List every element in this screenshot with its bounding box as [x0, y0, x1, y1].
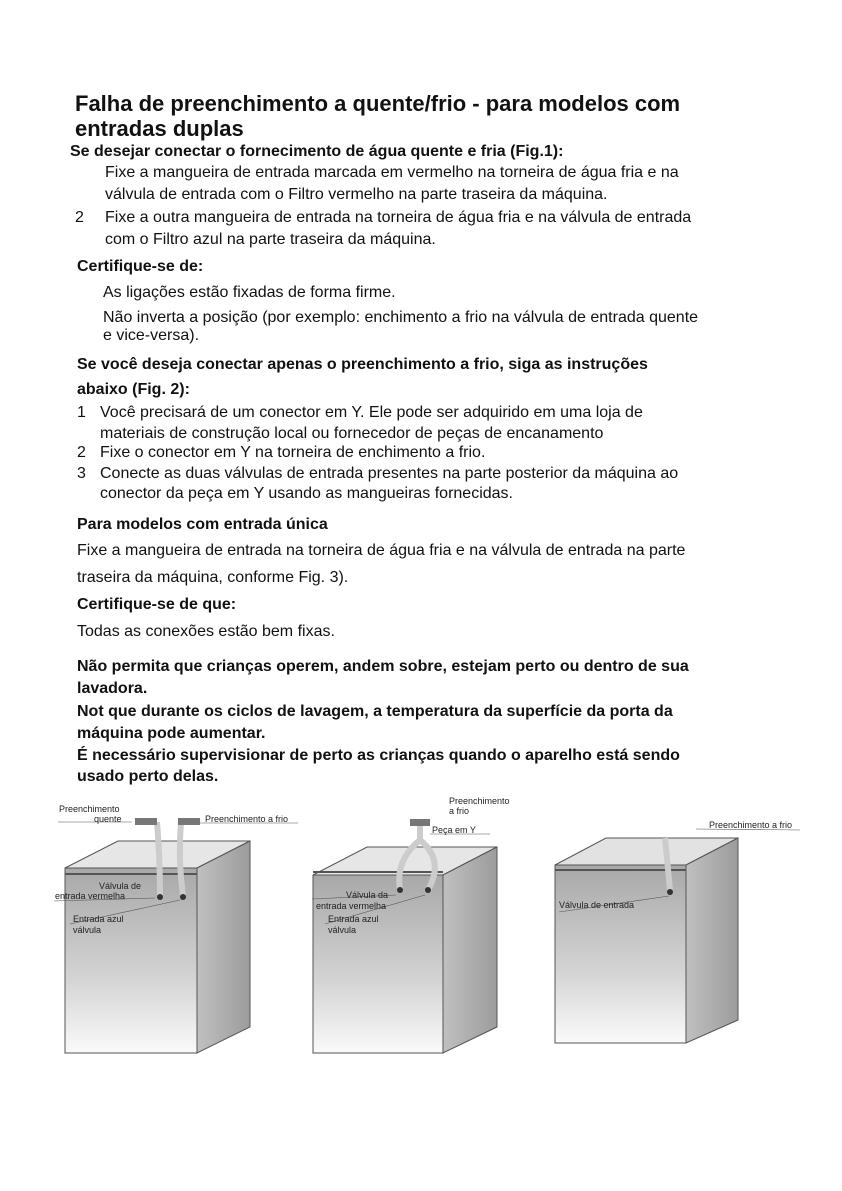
figure-1-label: Entrada azul [73, 914, 124, 924]
paragraph-line: Fixe a mangueira de entrada marcada em vermelho na torneira de água fria e na [105, 164, 679, 181]
figure-1-machine [54, 818, 298, 1053]
list-item: materiais de construção local ou fornecedor de peças de encanamento [100, 425, 604, 442]
figure-1-label: quente [94, 814, 122, 824]
warning-line: usado perto delas. [77, 768, 219, 785]
figure-1-label: válvula [73, 925, 102, 935]
paragraph-line: Todas as conexões estão bem fixas. [77, 623, 335, 640]
paragraph-line: e vice-versa). [103, 327, 200, 344]
figure-3-label: Preenchimento a frio [709, 820, 793, 830]
figure-2-label: Peça em Y [432, 825, 476, 835]
warning-line: É necessário supervisionar de perto as crianças quando o aparelho está sendo [77, 747, 680, 764]
section-heading: Para modelos com entrada única [77, 516, 328, 533]
list-number: 3 [77, 465, 86, 482]
figure-2-label: válvula [328, 925, 357, 935]
figure-1-label: Válvula de [99, 881, 142, 891]
figure-3-machine [555, 829, 800, 1043]
figure-1-label: entrada vermelha [55, 891, 126, 901]
warning-line: Não permita que crianças operem, andem sobre, estejam perto ou dentro de sua [77, 658, 689, 675]
section-heading: Se desejar conectar o fornecimento de água quente e fria (Fig.1): [70, 143, 564, 160]
list-item: Fixe o conector em Y na torneira de enchimento a frio. [100, 444, 486, 461]
paragraph-line: As ligações estão fixadas de forma firme. [103, 284, 396, 301]
paragraph-line: Não inverta a posição (por exemplo: enchimento a frio na válvula de entrada quente [103, 309, 699, 326]
figure-2-label: Preenchimento [449, 796, 510, 806]
section-heading: Certifique-se de que: [77, 596, 237, 613]
title-line: Falha de preenchimento a quente/frio - para modelos com [75, 91, 681, 116]
list-item: conector da peça em Y usando as mangueiras fornecidas. [100, 485, 513, 502]
list-item: Conecte as duas válvulas de entrada presentes na parte posterior da máquina ao [100, 465, 679, 482]
figure-1-label: Preenchimento [59, 804, 120, 814]
figure-3-label: Válvula de entrada [559, 900, 635, 910]
paragraph-line: Fixe a outra mangueira de entrada na torneira de água fria e na válvula de entrada [105, 209, 692, 226]
list-number: 2 [75, 209, 84, 226]
section-heading: Se você deseja conectar apenas o preenchimento a frio, siga as instruções [77, 356, 648, 373]
list-number: 1 [77, 404, 86, 421]
paragraph-line: válvula de entrada com o Filtro vermelho na parte traseira da máquina. [105, 186, 608, 203]
paragraph-line: Fixe a mangueira de entrada na torneira de água fria e na válvula de entrada na parte [77, 542, 686, 559]
list-number: 2 [77, 444, 86, 461]
section-heading: abaixo (Fig. 2): [77, 381, 190, 398]
figure-1-label: Preenchimento a frio [205, 814, 289, 824]
figure-2-label: Entrada azul [328, 914, 379, 924]
title-line: entradas duplas [75, 116, 244, 141]
warning-line: máquina pode aumentar. [77, 725, 266, 742]
figure-2-label: a frio [449, 806, 470, 816]
paragraph-line: traseira da máquina, conforme Fig. 3). [77, 569, 349, 586]
section-heading: Certifique-se de: [77, 258, 204, 275]
figure-2-label: entrada vermelha [316, 901, 387, 911]
paragraph-line: com o Filtro azul na parte traseira da máquina. [105, 231, 436, 248]
warning-line: Not que durante os ciclos de lavagem, a temperatura da superfície da porta da [77, 703, 673, 720]
warning-line: lavadora. [77, 680, 148, 697]
figure-2-machine [312, 819, 497, 1053]
list-item: Você precisará de um conector em Y. Ele pode ser adquirido em uma loja de [100, 404, 643, 421]
figure-2-label: Válvula da [346, 890, 389, 900]
